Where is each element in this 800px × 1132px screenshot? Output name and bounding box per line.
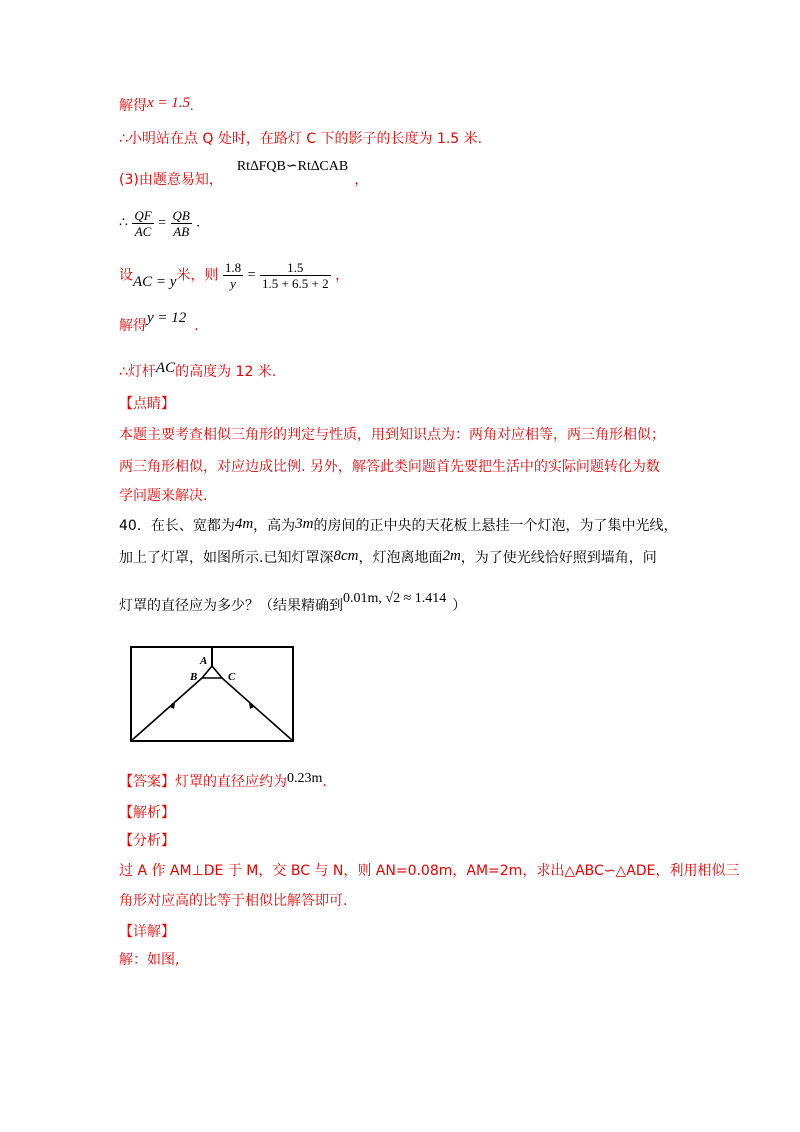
line-let-ac: 设AC = y米，则 $\frac{1.8}{y}$ = $\frac{1.5}{1.5 + 6.5 + 2}$ ， — [119, 260, 350, 291]
lampshade-triangle — [202, 666, 222, 678]
solution-start: 解：如图, — [119, 952, 180, 968]
light-ray-right — [222, 678, 293, 741]
math-answer-value: 0.23m — [287, 771, 323, 786]
line-pole-height: ∴灯杆AC的高度为 12 米. — [119, 360, 277, 380]
answer-line: 【答案】灯罩的直径应约为0.23m. — [119, 771, 327, 790]
heading-dianjing: 【点睛】 — [119, 396, 175, 412]
line-ratio-equation: ∴ $\frac{QF}{AC}$ = $\frac{QB}{AB}$ . — [119, 208, 200, 239]
heading-xiangjie: 【详解】 — [119, 924, 175, 940]
fraction-18-y: $\frac{1.8}{y}$ — [224, 260, 242, 291]
heading-fenxi: 【分析】 — [119, 833, 175, 849]
lampshade-figure — [130, 646, 296, 748]
line-solve-x: 解得x = 1.5. — [119, 95, 194, 114]
paragraph-line-1: 本题主要考查相似三角形的判定与性质，用到知识点为：两角对应相等，两三角形相似； — [119, 427, 665, 443]
math-precision: 0.01m, √2 ≈ 1.414 — [343, 591, 447, 606]
math-ac-y: AC = y — [133, 273, 177, 290]
fraction-15-sum: $\frac{1.5}{1.5 + 6.5 + 2}$ — [261, 260, 329, 291]
question-40-line-1: 40．在长、宽都为4m，高为3m的房间的正中央的天花板上悬挂一个灯泡，为了集中光线， — [119, 516, 678, 534]
math-similarity: Rt∆FQB∽Rt∆CAB — [236, 159, 349, 174]
label-a: A — [200, 655, 208, 667]
math-ac: AC — [155, 360, 176, 376]
heading-jiexi: 【解析】 — [119, 805, 175, 821]
line-solve-y: 解得y = 12 . — [119, 310, 199, 334]
label-b: B — [190, 671, 198, 683]
paragraph-line-3: 学问题来解决. — [119, 488, 208, 504]
analysis-line-1: 过 A 作 AM⊥DE 于 M，交 BC 与 N，则 AN=0.08m，AM=2m，求出△ABC∽△ADE，利用相似三 — [119, 863, 740, 879]
math-x-value: x = 1.5 — [147, 95, 191, 111]
math-y-value: y = 12 — [147, 310, 187, 326]
question-40-line-2: 加上了灯罩，如图所示.已知灯罩深8cm，灯泡离地面2m，为了使光线恰好照到墙角，问 — [119, 548, 657, 566]
label-c: C — [228, 671, 236, 683]
fraction-qf-ac: $\frac{QF}{AC}$ — [134, 208, 152, 239]
analysis-line-2: 角形对应高的比等于相似比解答即可. — [119, 893, 348, 909]
paragraph-line-2: 两三角形相似，对应边成比例. 另外，解答此类问题首先要把生活中的实际问题转化为数 — [119, 459, 660, 475]
question-40-line-3: 灯罩的直径应为多少？（结果精确到0.01m, √2 ≈ 1.414 ） — [119, 591, 467, 614]
line-similar-triangles: (3)由题意易知，Rt∆FQB∽Rt∆CAB， — [119, 159, 369, 188]
lampshade-diagram — [130, 646, 296, 744]
fraction-qb-ab: $\frac{QB}{AB}$ — [172, 208, 190, 239]
light-ray-left — [131, 678, 202, 741]
line-shadow-result: ∴小明站在点 Q 处时，在路灯 C 下的影子的长度为 1.5 米. — [119, 131, 483, 147]
